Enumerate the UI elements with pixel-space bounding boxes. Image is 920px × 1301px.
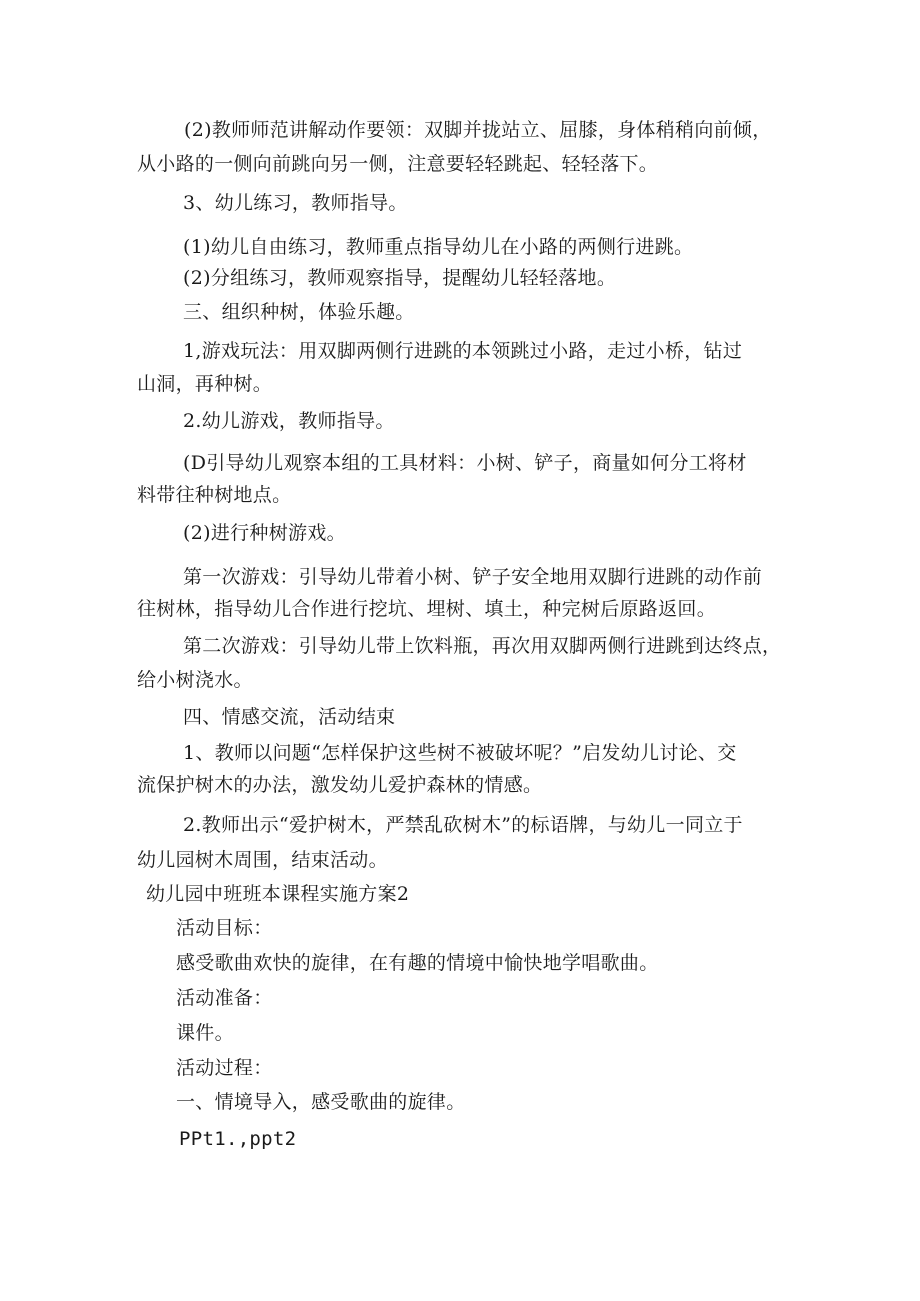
document-title: 幼儿园中班班本课程实施方案2 [146,883,410,905]
paragraph-line: 给小树浇水。 [137,669,253,691]
paragraph-line: (2)进行种树游戏。 [183,522,346,544]
paragraph-line: 第二次游戏：引导幼儿带上饮料瓶，再次用双脚两侧行进跳到达终点， [183,635,782,657]
paragraph-line: (2)分组练习，教师观察指导，提醒幼儿轻轻落地。 [183,267,617,289]
paragraph-line: 活动准备： [176,987,273,1009]
section-heading: 一、情境导入，感受歌曲的旋律。 [176,1091,466,1113]
paragraph-line: 活动过程： [176,1057,273,1079]
paragraph-line: 3、幼儿练习，教师指导。 [183,192,408,214]
paragraph-line: 活动目标： [176,917,273,939]
paragraph-line: 幼儿园树木周围，结束活动。 [137,849,388,871]
paragraph-line: 往树林，指导幼儿合作进行挖坑、埋树、填土，种完树后原路返回。 [137,598,717,620]
paragraph-line: 课件。 [176,1022,234,1044]
section-heading: 四、情感交流，活动结束 [183,706,396,728]
paragraph-line: 流保护树木的办法，激发幼儿爱护森林的情感。 [137,774,543,796]
section-heading: 三、组织种树，体验乐趣。 [183,301,415,323]
paragraph-line: 感受歌曲欢快的旋律，在有趣的情境中愉快地学唱歌曲。 [176,952,659,974]
paragraph-line: (2)教师师范讲解动作要领：双脚并拢站立、屈膝，身体稍稍向前倾， [184,119,772,141]
paragraph-line: 2.教师出示“爱护树木，严禁乱砍树木”的标语牌，与幼儿一同立于 [183,814,743,836]
paragraph-line: 山洞，再种树。 [137,373,273,395]
paragraph-line: 1,游戏玩法：用双脚两侧行进跳的本领跳过小路，走过小桥，钻过 [183,340,743,362]
paragraph-line: PPt1.,ppt2 [179,1128,297,1150]
paragraph-line: (1)幼儿自由练习，教师重点指导幼儿在小路的两侧行进跳。 [183,236,694,258]
paragraph-line: 料带往种树地点。 [137,484,292,506]
paragraph-line: 2.幼儿游戏，教师指导。 [183,410,395,432]
paragraph-line: 第一次游戏：引导幼儿带着小树、铲子安全地用双脚行进跳的动作前 [183,566,763,588]
paragraph-line: 1、教师以问题“怎样保护这些树不被破坏呢？”启发幼儿讨论、交 [183,742,737,764]
paragraph-line: (D引导幼儿观察本组的工具材料：小树、铲子，商量如何分工将材 [183,452,747,474]
paragraph-line: 从小路的一侧向前跳向另一侧，注意要轻轻跳起、轻轻落下。 [137,153,659,175]
